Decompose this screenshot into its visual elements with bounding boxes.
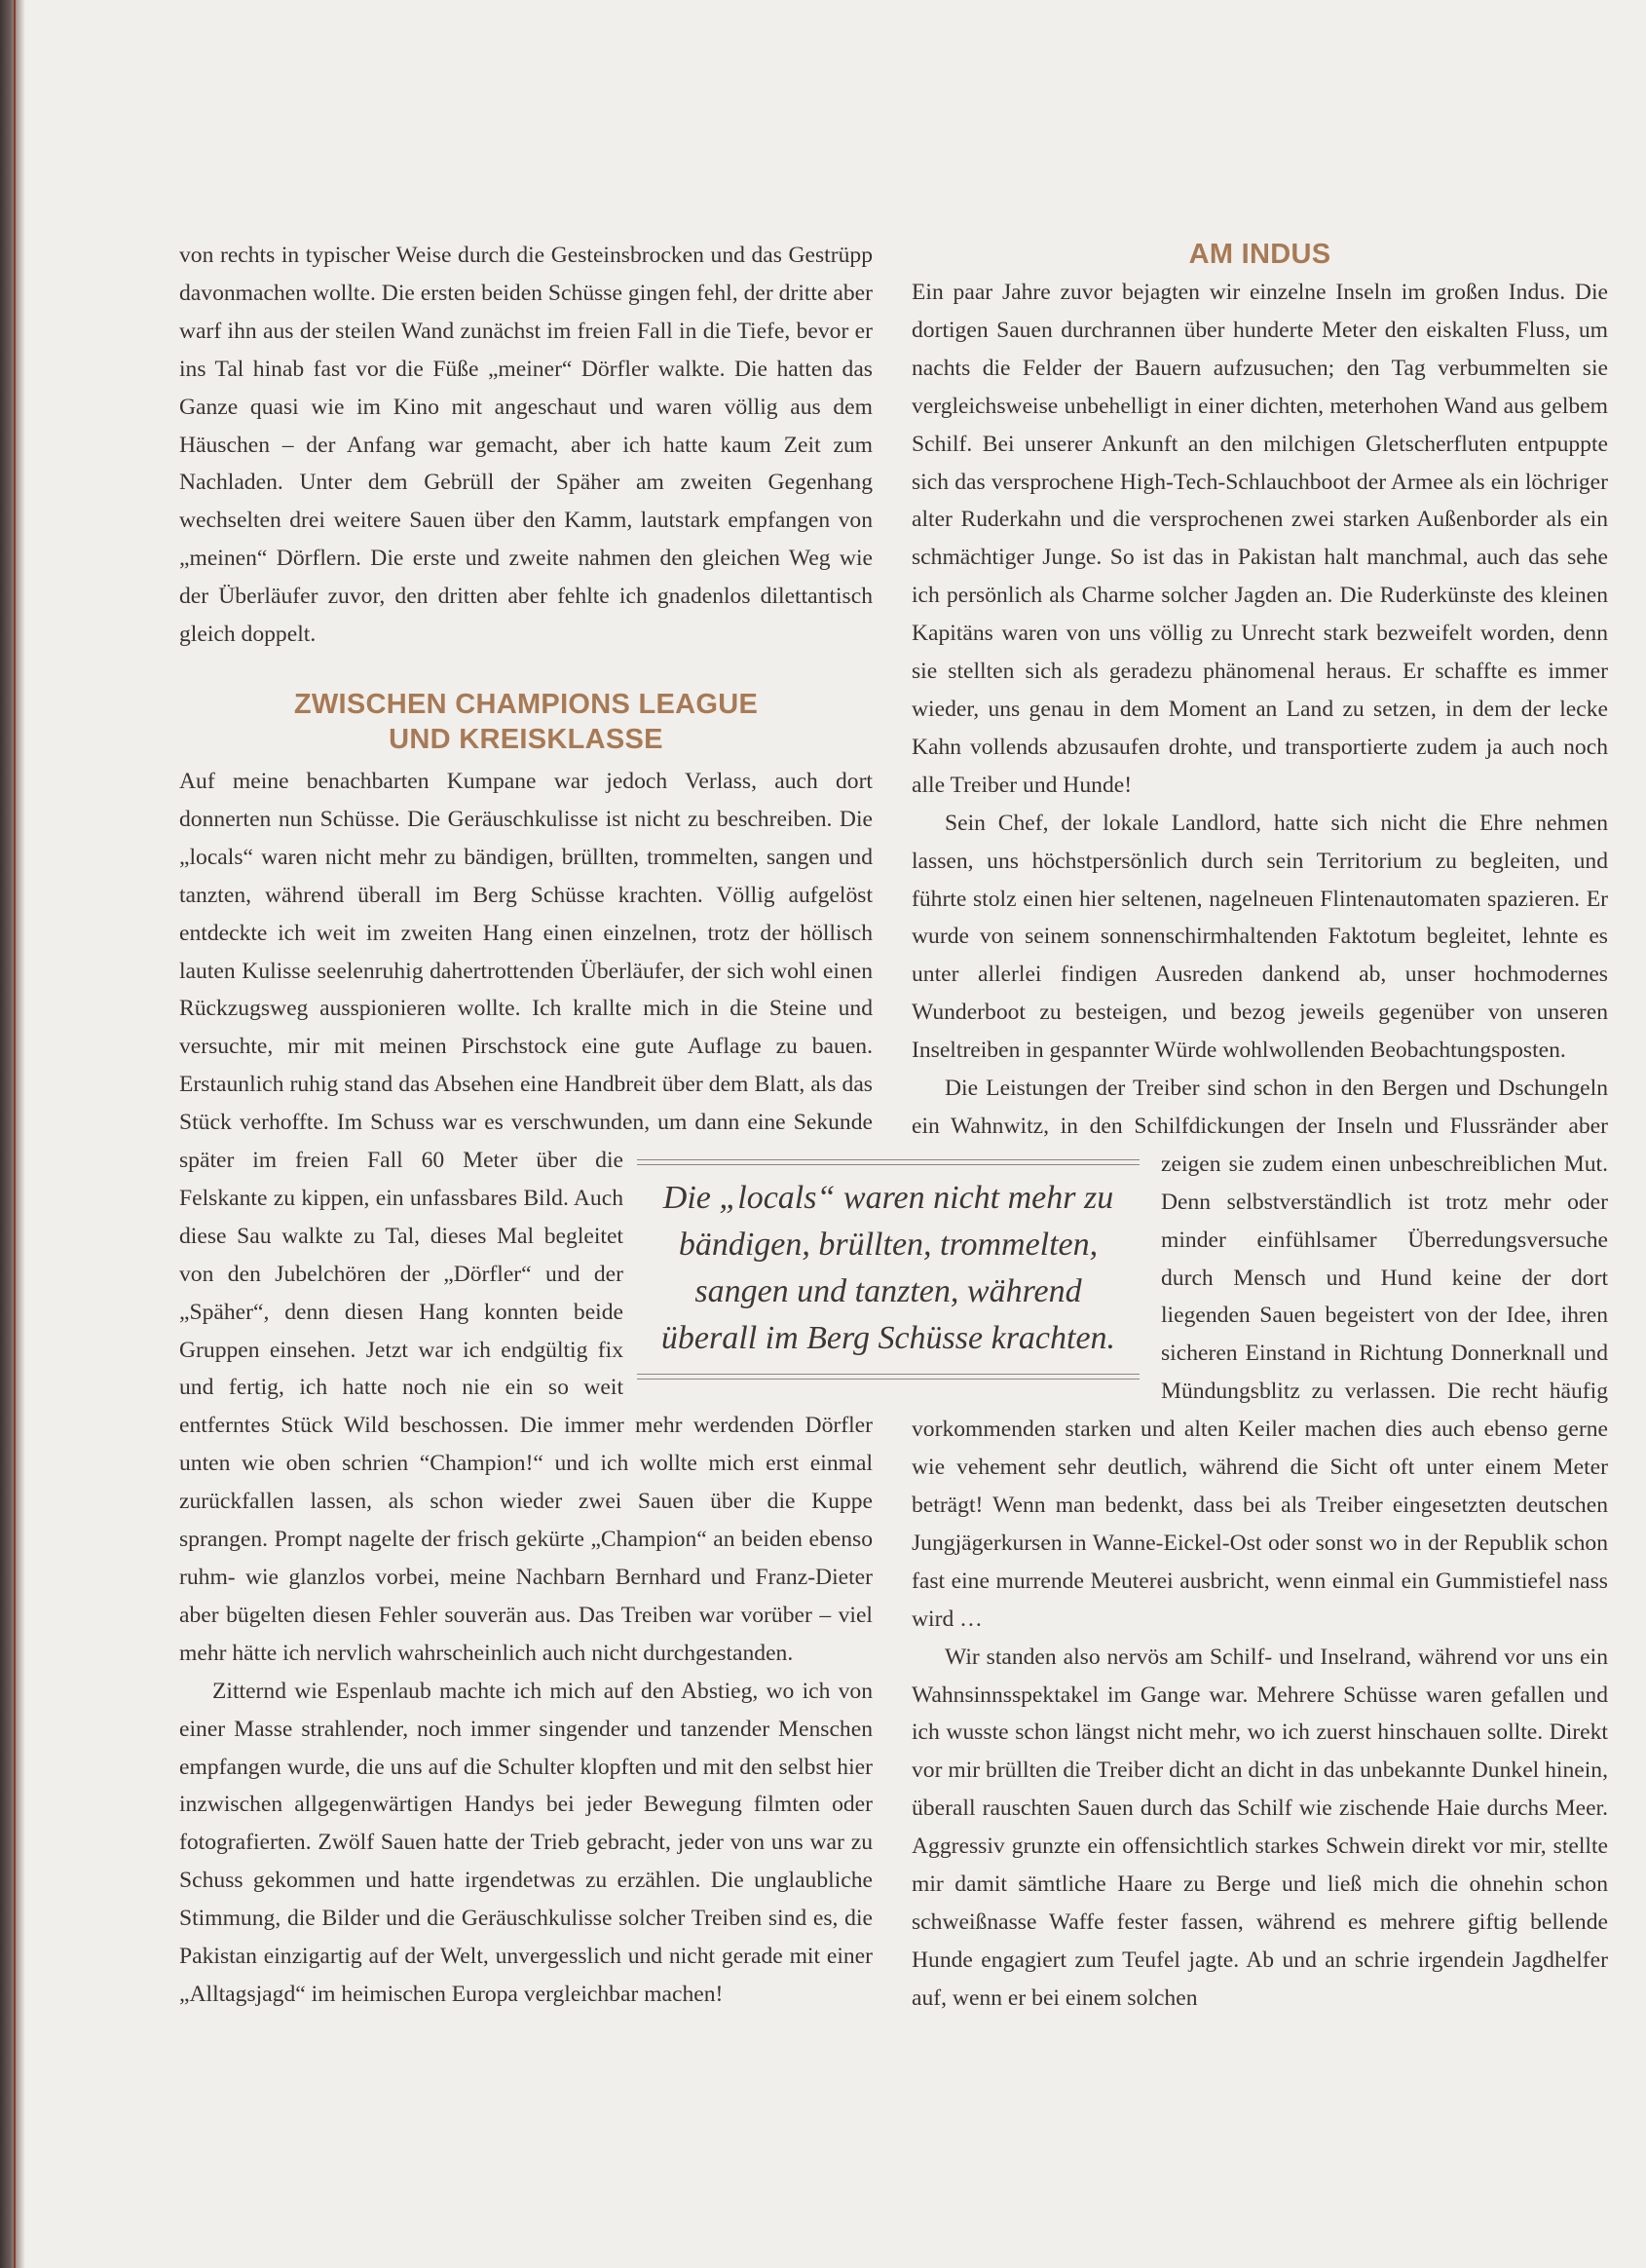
- heading-line-2: UND KREISKLASSE: [389, 723, 663, 755]
- right-paragraph-2: [912, 805, 1608, 1070]
- left-paragraph-3: Zitternd wie Espenlaub machte ich mich auf den Abstieg, wo ich von einer Masse strahlender, noch immer singender und tanzender Menschen empfangen wurde, die uns auf die Schulter klopften und mit den selbst hier inzwischen allgegenwärtigen Handys bei jeder Bewegung filmten oder fotografierten. Zwölf Sauen hatte der Trieb gebracht, jeder von uns war zu Schuss gekommen und hatte irgendetwas zu erzählen. Die unglaubliche Stimmung, die Bilder und die Geräuschkulisse solcher Treiben sind es, die Pakistan einzigartig auf der Welt, unvergesslich und nicht gerade mit einer „Alltagsjagd“ im heimischen Europa vergleichbar machen!: [179, 1678, 873, 2007]
- binding-red-line: [14, 0, 16, 2268]
- right-paragraph-1: Ein paar Jahre zuvor bejagten wir einzelne Inseln im großen Indus. Die dortigen Sauen durchrannen über hunderte Meter den eiskalten Fluss, um nachts die Felder der Bauern aufzusuchen; den Tag verbummelten sie vergleichsweise unbehelligt in einer dichten, meterhohen Wand aus gelbem Schilf. Bei unserer Ankunft an den milchigen Gletscherfluten entpuppte sich das versprochene High-Tech-Schlauchboot der Armee als ein löchriger alter Ruderkahn und die versprochenen zwei starken Außenborder als ein schmächtiger Junge. So ist das in Pakistan halt manchmal, auch das sehe ich persönlich als Charme solcher Jagden an. Die Ruderkünste des kleinen Kapitäns waren von uns völlig zu Unrecht stark bezweifelt worden, denn sie stellten sich als geradezu phänomenal heraus. Er schaffte es immer wieder, uns genau in dem Moment an Land zu setzen, in dem der lecke Kahn vollends abzusaufen drohte, und transportierte zudem ja auch noch alle Treiber und Hunde!: [912, 280, 1608, 798]
- left-paragraph-2-text: Auf meine benachbarten Kumpane war jedoch Verlass, auch dort donnerten nun Schüsse. Die Geräuschkulisse ist nicht zu beschreiben. Die „locals“ waren nicht mehr zu bändigen, brüllten, trommelten, sangen und tanzten, während überall im Berg Schüsse krachten. Völlig aufgelöst entdeckte ich weit im zweiten Hang einen einzelnen, trotz der höllisch lauten Kulisse seelenruhig dahertrottenden Überläufer, der sich wohl einen Rückzugsweg ausspionieren wollte. Ich krallte mich in die Steine und versuchte, mir mit meinen Pirschstock eine gute Auflage zu bauen. Erstaunlich ruhig stand das Absehen eine Handbreit über dem Blatt, als das Stück verhoffte. Im Schuss war es verschwunden, um dann eine Sekunde später im freien Fall 60 Meter über die Felskante zu kippen, ein unfassbares Bild. Auch diese Sau walkte zu Tal, dieses Mal begleitet von den Jubelchören der „Dörfler“ und der „Späher“, denn diesen Hang konnten beide Gruppen einsehen. Jetzt war ich endgültig fix und fertig, ich hatte noch nie ein so weit entferntes Stück Wild beschossen. Die immer mehr werdenden Dörfler unten wie oben schrien “Champion!“ und ich wollte mich erst einmal zurückfallen lassen, als schon wieder zwei Sauen über die Kuppe sprangen. Prompt nagelte der frisch gekürte „Champion“ an beiden ebenso ruhm- wie glanzlos vorbei, meine Nachbarn Bernhard und Franz-Dieter aber bügelten diesen Fehler souverän aus. Das Treiben war vorüber – viel mehr hätte ich nervlich wahrscheinlich auch nicht durchgestanden.: [179, 768, 873, 1666]
- pullquote-line-3: sangen und tanzten, während: [694, 1273, 1082, 1309]
- page-binding-shadow: [0, 0, 25, 2268]
- left-paragraph-1: von rechts in typischer Weise durch die Gesteinsbrocken und das Gestrüpp davonmachen wollte. Die ersten beiden Schüsse gingen fehl, der dritte aber warf ihn aus der steilen Wand zunächst im freien Fall in die Tiefe, bevor er ins Tal hinab fast vor die Füße „meiner“ Dörfler walkte. Die hatten das Ganze quasi wie im Kino mit angeschaut und waren völlig aus dem Häuschen – der Anfang war gemacht, aber ich hatte kaum Zeit zum Nachladen. Unter dem Gebrüll der Späher am zweiten Gegenhang wechselten drei weitere Sauen über den Kamm, lautstark empfangen von „meinen“ Dörflern. Die erste und zweite nahmen den gleichen Weg wie der Überläufer zuvor, den dritten aber fehlte ich gnadenlos dilettantisch gleich doppelt.: [179, 243, 873, 648]
- section-heading-am-indus: AM INDUS: [1188, 239, 1331, 270]
- pullquote-line-2: bändigen, brüllten, trommelten,: [678, 1227, 1099, 1263]
- pullquote-text: [637, 1165, 1140, 1374]
- heading-line-1: ZWISCHEN CHAMPIONS LEAGUE: [293, 688, 759, 720]
- left-column: [179, 237, 873, 2014]
- right-paragraph-4: Wir standen also nervös am Schilf- und Inselrand, während vor uns ein Wahnsinnsspektakel im Gange war. Mehrere Schüsse waren gefallen und ich wusste schon längst nicht mehr, wo ich zuerst hinschauen sollte. Direkt vor mir brüllten die Treiber dicht an dicht in das unbekannte Dunkel hinein, überall rauschten Sauen durch das Schilf wie zischende Haie durchs Meer. Aggressiv grunzte ein offensichtlich starkes Schwein direkt vor mir, stellte mir damit sämtliche Haare zu Berge und ließ mich die ohnehin schon schweißnasse Waffe fester fassen, während es mehrere giftig bellende Hunde engagiert zum Teufel jagte. Ab und an schrie irgendein Jagdhelfer auf, wenn er bei einem solchen: [912, 1644, 1608, 2011]
- right-paragraph-3: Die Leistungen der Treiber sind schon in den Bergen und Dschungeln ein Wahnwitz, in den Schilfdickungen der Inseln und Flussränder aber zeigen sie zudem einen unbeschreiblichen Mut. Denn selbstverständlich ist trotz mehr oder minder einfühlsamer Überredungsversuche durch Mensch und Hund keine der dort liegenden Sauen begeistert von der Idee, ihren sicheren Einstand in Richtung Donnerknall und Mündungsblitz zu verlassen. Die recht häufig vorkommenden starken und alten Keiler machen dies auch ebenso gerne wie vehement sehr deutlich, während die Sicht oft unter einem Meter beträgt! Wenn man bedenkt, dass bei als Treiber eingesetzten deutschen Jungjägerkursen in Wanne-Eickel-Ost oder sonst wo in der Republik schon fast eine murrende Meuterei ausbricht, wenn einmal ein Gummistiefel nass wird …: [912, 1076, 1608, 1632]
- right-column: [912, 237, 1608, 2018]
- pullquote-line-1: Die „locals“ waren nicht mehr zu: [662, 1180, 1114, 1216]
- right-paragraph-2-text: Sein Chef, der lokale Landlord, hatte sich nicht die Ehre nehmen lassen, uns höchstpersönlich durch sein Territorium zu begleiten, und führte stolz einen hier seltenen, nagelneuen Flintenautomaten spazieren. Er wurde von seinem sonnenschirmhaltenden Faktotum begleitet, lehnte es unter allerlei findigen Ausreden dankend ab, unser hochmodernes Wunderboot zu besteigen, und bezog jeweils gegenüber von unseren Inseltreiben in gespannter Würde wohlwollenden Beobachtungsposten.: [912, 810, 1608, 1064]
- pullquote-line-4: überall im Berg Schüsse krachten.: [660, 1320, 1116, 1356]
- pullquote-bottom-rule: [637, 1374, 1140, 1380]
- pull-quote: [637, 1146, 1140, 1393]
- section-heading-champions-league: [179, 687, 873, 757]
